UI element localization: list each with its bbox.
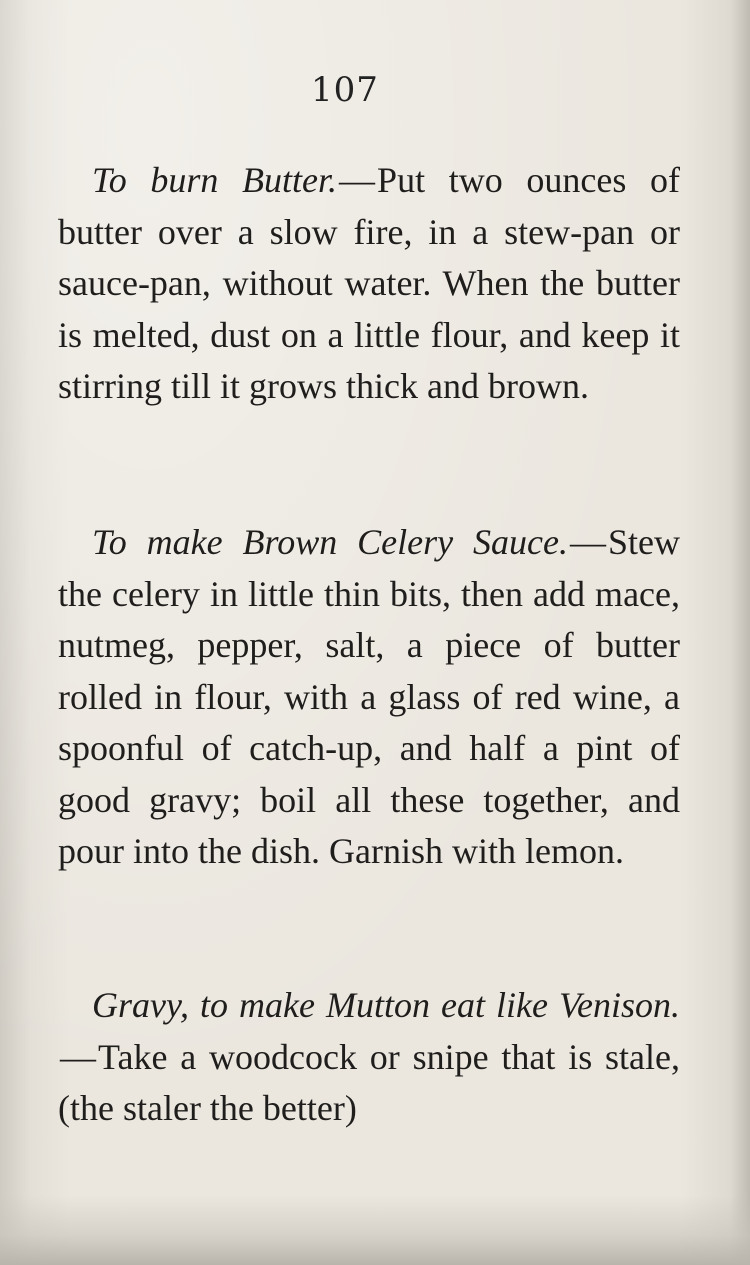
recipe-title: To burn Butter. <box>92 160 338 200</box>
recipe-entry <box>58 517 680 878</box>
recipe-entry <box>58 155 680 413</box>
recipe-body: Put two ounces of butter over a slow fire, in a stew-pan or sauce-pan, without water. When the butter is melted, dust on a little flour, and keep it stirring till it grows thick and brown. <box>58 160 681 406</box>
em-dash: — <box>339 160 376 200</box>
recipe-entry <box>58 980 680 1135</box>
recipe-body: Stew the celery in little thin bits, then add mace, nutmeg, pepper, salt, a piece of butter rolled in flour, with a glass of red wine, a spoonful of catch-up, and half a pint of good gravy; boil all these together, and pour into the dish. Garnish with lemon. <box>58 522 680 871</box>
em-dash: — <box>60 1036 96 1077</box>
recipe-body: Take a woodcock or snipe that is stale, (the staler the better) <box>58 1036 680 1128</box>
page-number: 107 <box>311 70 379 110</box>
recipe-title: To make Brown Celery Sauce. <box>92 522 568 562</box>
em-dash: — <box>570 522 606 562</box>
recipe-title: Gravy, to make Mutton eat like Venison. <box>92 985 680 1025</box>
